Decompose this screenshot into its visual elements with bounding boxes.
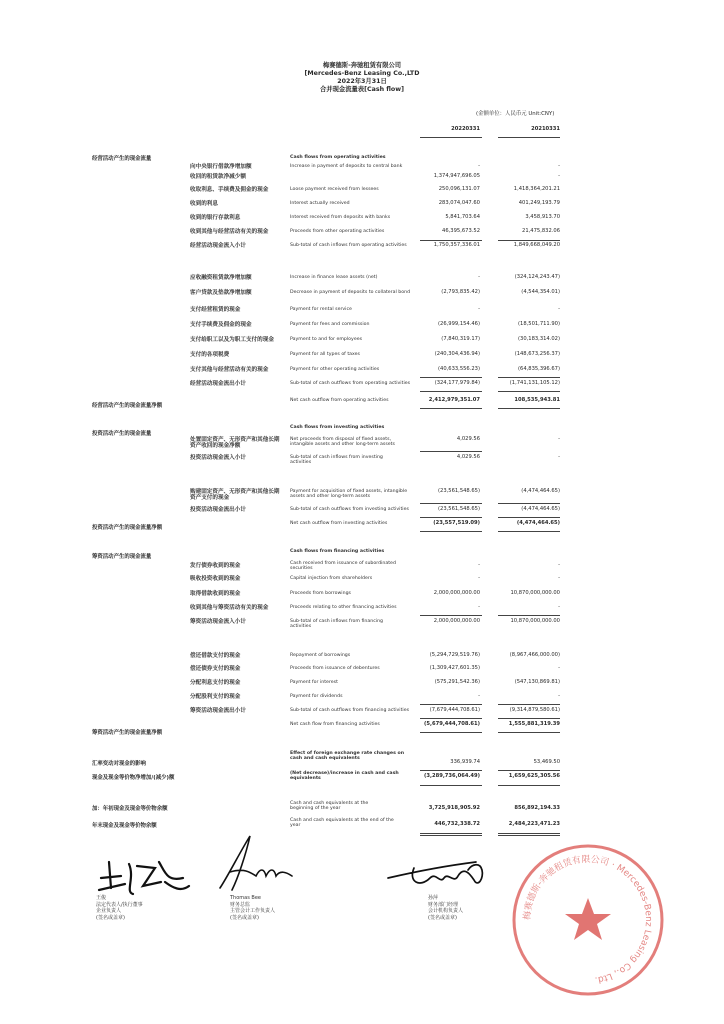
column-current: 20220331 bbox=[451, 126, 480, 132]
operating-net-prior: 108,535,943.81 bbox=[514, 397, 560, 403]
investing-inflow-en: Sub-total of cash inflows from investing activities bbox=[290, 455, 383, 466]
investing-inflow-prior: - bbox=[558, 454, 560, 460]
signature-cfo bbox=[210, 832, 300, 894]
investing-net-prior: (4,474,464.65) bbox=[516, 520, 560, 526]
investing-outflow-en: Sub-total of cash outflows from investing activities bbox=[290, 507, 409, 512]
operating-net-current: 2,412,979,351.07 bbox=[428, 397, 480, 403]
section-investing-cn: 投资活动产生的现金流量 bbox=[92, 431, 152, 437]
signature-block-1 bbox=[96, 895, 143, 921]
row-value-prior: - bbox=[558, 562, 560, 568]
row-value-current: - bbox=[478, 693, 480, 699]
row-value-prior: - bbox=[558, 604, 560, 610]
signature-legal-representative bbox=[95, 848, 195, 898]
row-label-cn: 收到其他与筹资活动有关的现金 bbox=[190, 605, 269, 611]
row-value-prior: (18,501,711.90) bbox=[518, 321, 560, 327]
row-value-prior: 21,475,832.06 bbox=[522, 228, 560, 234]
financing-net-current: (5,679,444,708.61) bbox=[424, 721, 480, 727]
section-operating-en: Cash flows from operating activities bbox=[290, 155, 386, 160]
financing-net-prior: 1,555,881,319.39 bbox=[508, 721, 560, 727]
section-financing-en: Cash flows from financing activities bbox=[290, 549, 385, 554]
net-change-en: (Net decrease)/increase in cash and cash equivalents bbox=[290, 771, 399, 782]
section-operating-cn: 经营活动产生的现金流量 bbox=[92, 156, 152, 162]
row-value-prior: 3,458,913.70 bbox=[525, 214, 560, 220]
row-value-current: 1,374,947,696.05 bbox=[433, 173, 480, 179]
signatory-title: 法定代表人/执行董事 bbox=[96, 901, 143, 908]
investing-outflow-prior: (4,474,464.65) bbox=[521, 506, 560, 512]
signatory-note: (签名或盖章) bbox=[96, 914, 125, 921]
row-label-en: Loose payment received from lessees bbox=[290, 187, 379, 192]
row-label-en: Payment for rental service bbox=[290, 307, 352, 312]
investing-outflow-current: (23,561,548.65) bbox=[438, 506, 480, 512]
row-value-current: - bbox=[478, 562, 480, 568]
row-value-prior: 401,249,193.79 bbox=[518, 200, 560, 206]
row-value-current: 250,096,131.07 bbox=[438, 186, 480, 192]
signatory-note: (签名或盖章) bbox=[428, 914, 457, 921]
row-value-current: (324,177,979.84) bbox=[434, 380, 480, 386]
row-value-current: 283,074,047.60 bbox=[438, 200, 480, 206]
signatory-role: 企业负责人 bbox=[96, 908, 122, 914]
signatory-title: 财务部门经理 bbox=[428, 901, 459, 908]
section-investing-en: Cash flows from investing activities bbox=[290, 425, 385, 430]
row-label-cn: 收回的租赁款净减少额 bbox=[190, 174, 246, 180]
row-value-prior: - bbox=[558, 665, 560, 671]
row-value-current: - bbox=[478, 575, 480, 581]
row-label-en: Payment for dividends bbox=[290, 694, 343, 699]
row-value-prior: 10,870,000,000.00 bbox=[510, 618, 560, 624]
row-label-cn: 经营活动现金流入小计 bbox=[190, 243, 246, 249]
signatory-role: 主管会计工作负责人 bbox=[230, 908, 276, 914]
row-label-cn: 筹资活动现金流出小计 bbox=[190, 708, 246, 714]
row-label-en: Interest received from deposits with banks bbox=[290, 215, 391, 220]
row-label-en: Proceeds relating to other financing activities bbox=[290, 605, 397, 610]
row-label-cn: 分配利息支付的现金 bbox=[190, 680, 241, 686]
row-label-en: Repayment of borrowings bbox=[290, 653, 351, 658]
row-value-prior: 10,870,000,000.00 bbox=[510, 590, 560, 596]
row-label-en: Sub-total of cash outflows from financing activities bbox=[290, 708, 410, 713]
opening-balance-prior: 856,892,194.33 bbox=[514, 805, 560, 811]
row-value-prior: (8,967,466,000.00) bbox=[509, 652, 560, 658]
signatory-note: (签名或盖章) bbox=[230, 914, 259, 921]
row-label-en: Payment to and for employees bbox=[290, 337, 363, 342]
disposal-label-en: Net proceeds from disposal of fixed assets, intangible assets and other long-term assets bbox=[290, 437, 395, 448]
row-value-prior: - bbox=[558, 173, 560, 179]
row-label-cn: 收到的利息 bbox=[190, 201, 218, 207]
row-value-current: (2,793,835.42) bbox=[441, 289, 480, 295]
row-label-en: Payment for interest bbox=[290, 680, 338, 685]
row-label-cn: 取得借款收到的现金 bbox=[190, 591, 241, 597]
financing-net-cn: 筹资活动产生的现金流量净额 bbox=[92, 730, 163, 736]
row-label-en: Increase in payment of deposits to central bank bbox=[290, 164, 403, 169]
section-financing-cn: 筹资活动产生的现金流量 bbox=[92, 554, 152, 560]
opening-balance-current: 3,725,918,905.92 bbox=[428, 805, 480, 811]
investing-net-current: (23,557,519.09) bbox=[433, 520, 480, 526]
row-label-en: Capital injection from shareholders bbox=[290, 576, 373, 581]
row-label-cn: 经营活动现金流出小计 bbox=[190, 381, 246, 387]
row-label-cn: 吸收投资收到的现金 bbox=[190, 576, 241, 582]
row-value-current: 46,395,673.52 bbox=[442, 228, 480, 234]
row-value-current: - bbox=[478, 604, 480, 610]
row-value-current: 5,841,703.64 bbox=[445, 214, 480, 220]
opening-balance-cn: 加：年初现金及现金等价物余额 bbox=[92, 806, 168, 812]
closing-balance-en: Cash and cash equivalents at the end of the year bbox=[290, 818, 394, 829]
row-value-current: (1,309,427,601.35) bbox=[429, 665, 480, 671]
row-value-prior: - bbox=[558, 693, 560, 699]
row-label-en: Sub-total of cash inflows from operating activities bbox=[290, 243, 407, 248]
row-value-current: 2,000,000,000.00 bbox=[433, 618, 480, 624]
closing-balance-cn: 年末现金及现金等价物余额 bbox=[92, 823, 157, 829]
investing-outflow-cn: 投资活动现金流出小计 bbox=[190, 507, 246, 513]
investing-net-cn: 投资活动产生的现金流量净额 bbox=[92, 525, 163, 531]
row-label-cn: 支付经营租赁的现金 bbox=[190, 307, 241, 313]
row-label-cn: 客户贷款及垫款净增加额 bbox=[190, 290, 252, 296]
net-change-current: (3,289,736,064.49) bbox=[424, 773, 480, 779]
row-label-cn: 偿还借款支付的现金 bbox=[190, 653, 241, 659]
purchase-label-cn: 购建固定资产、无形资产和其他长期资产支付的现金 bbox=[190, 489, 280, 502]
row-value-current: (575,291,542.36) bbox=[434, 679, 480, 685]
row-label-cn: 收到的银行存款利息 bbox=[190, 215, 241, 221]
row-value-prior: (547,130,869.81) bbox=[514, 679, 560, 685]
company-name-cn: 梅赛德斯-奔驰租赁有限公司 bbox=[322, 62, 402, 69]
closing-balance-current: 446,732,338.72 bbox=[434, 821, 480, 827]
disposal-current: 4,029.56 bbox=[456, 436, 480, 442]
row-value-prior: (148,673,256.37) bbox=[514, 351, 560, 357]
disposal-prior: - bbox=[558, 436, 560, 442]
row-label-cn: 向中央银行借款净增加额 bbox=[190, 164, 252, 170]
row-label-en: Proceeds from other operating activities bbox=[290, 229, 385, 234]
row-label-cn: 偿还债券支付的现金 bbox=[190, 666, 241, 672]
signature-block-2 bbox=[230, 895, 275, 921]
unit-note: (金额单位：人民币元 Unit:CNY) bbox=[476, 111, 555, 117]
column-prior: 20210331 bbox=[531, 126, 560, 132]
row-label-en: Payment for all types of taxes bbox=[290, 352, 360, 357]
row-value-prior: (30,183,314.02) bbox=[518, 336, 560, 342]
fx-effect-cn: 汇率变动对现金的影响 bbox=[92, 761, 146, 767]
investing-inflow-current: 4,029.56 bbox=[456, 454, 480, 460]
signatory-name: Thomas Bee bbox=[230, 895, 261, 901]
financing-net-en: Net cash flow from financing activities bbox=[290, 722, 380, 727]
signatory-title: 财务总监 bbox=[230, 901, 251, 908]
investing-net-en: Net cash outflow from investing activities bbox=[290, 521, 388, 526]
row-label-en: Proceeds from borrowings bbox=[290, 591, 351, 596]
operating-net-cn: 经营活动产生的现金流量净额 bbox=[92, 403, 163, 409]
row-label-en: Payment for fees and commission bbox=[290, 322, 370, 327]
fx-effect-prior: 53,469.50 bbox=[533, 759, 560, 765]
signatory-role: 会计机构负责人 bbox=[428, 908, 464, 914]
company-name-en: [Mercedes-Benz Leasing Co.,LTD bbox=[304, 70, 420, 77]
statement-date: 2022年3月31日 bbox=[337, 78, 387, 85]
row-label-en: Sub-total of cash inflows from financing activities bbox=[290, 619, 384, 630]
row-label-cn: 支付的各项税费 bbox=[190, 352, 230, 358]
row-label-cn: 支付其他与经营活动有关的现金 bbox=[190, 367, 269, 373]
row-value-prior: - bbox=[558, 306, 560, 312]
purchase-prior: (4,474,464.65) bbox=[521, 488, 560, 494]
row-label-cn: 收到其他与经营活动有关的现金 bbox=[190, 229, 269, 235]
row-value-current: (240,304,436.94) bbox=[434, 351, 480, 357]
disposal-label-cn: 处置固定资产、无形资产和其他长期资产收回的现金净额 bbox=[190, 437, 280, 450]
purchase-current: (23,561,548.65) bbox=[438, 488, 480, 494]
row-value-prior: (4,544,354.01) bbox=[521, 289, 560, 295]
signature-accounting-head bbox=[384, 848, 494, 896]
row-value-current: (7,679,444,708.61) bbox=[429, 707, 480, 713]
row-label-cn: 支付手续费及佣金的现金 bbox=[190, 322, 252, 328]
fx-effect-current: 336,939.74 bbox=[450, 759, 480, 765]
row-value-prior: (1,741,131,105.12) bbox=[509, 380, 560, 386]
net-change-prior: 1,659,625,305.56 bbox=[508, 773, 560, 779]
row-value-prior: (9,314,879,580.61) bbox=[509, 707, 560, 713]
signature-block-3 bbox=[428, 895, 463, 921]
closing-balance-prior: 2,484,223,471.23 bbox=[508, 821, 560, 827]
row-label-en: Sub-total of cash outflows from operating activities bbox=[290, 381, 411, 386]
row-label-en: Payment for other operating activities bbox=[290, 367, 380, 372]
row-value-current: (26,999,154.46) bbox=[438, 321, 480, 327]
row-label-cn: 收取利息、手续费及佣金的现金 bbox=[190, 187, 269, 193]
row-value-prior: (324,124,243.47) bbox=[514, 274, 560, 280]
row-value-current: 1,750,357,336.01 bbox=[433, 242, 480, 248]
row-label-cn: 应收融资租赁款净增加额 bbox=[190, 275, 252, 281]
row-value-prior: (64,835,396.67) bbox=[518, 366, 560, 372]
row-value-current: (40,633,556.23) bbox=[438, 366, 480, 372]
signatory-name: 孙萍 bbox=[428, 895, 439, 901]
investing-inflow-cn: 投资活动现金流入小计 bbox=[190, 455, 246, 461]
row-label-cn: 分配股利支付的现金 bbox=[190, 694, 241, 700]
operating-net-en: Net cash outflow from operating activities bbox=[290, 398, 389, 403]
row-label-en: Cash received from issuance of subordinated securities bbox=[290, 561, 396, 572]
row-value-prior: 1,418,364,201.21 bbox=[513, 186, 560, 192]
row-label-cn: 支付给职工以及为职工支付的现金 bbox=[190, 337, 274, 343]
row-label-en: Increase in finance lease assets (net) bbox=[290, 275, 378, 280]
statement-title: 合并现金流量表[Cash flow] bbox=[320, 86, 404, 93]
row-label-en: Interest actually received bbox=[290, 201, 350, 206]
row-label-en: Decrease in payment of deposits to collateral bond bbox=[290, 290, 411, 295]
row-value-current: (5,294,729,519.76) bbox=[429, 652, 480, 658]
net-change-cn: 现金及现金等价物净增加/(减少)额 bbox=[92, 775, 175, 781]
purchase-label-en: Payment for acquisition of fixed assets, intangible assets and other long-term assets bbox=[290, 489, 408, 500]
company-seal bbox=[508, 840, 668, 1000]
row-label-cn: 筹资活动现金流入小计 bbox=[190, 619, 246, 625]
row-label-cn: 发行债券收到的现金 bbox=[190, 563, 241, 569]
signatory-name: 王俊 bbox=[96, 895, 107, 901]
row-value-prior: - bbox=[558, 575, 560, 581]
row-value-current: (7,840,319.17) bbox=[441, 336, 480, 342]
row-value-current: 2,000,000,000.00 bbox=[433, 590, 480, 596]
row-value-current: - bbox=[478, 163, 480, 169]
row-value-current: - bbox=[478, 306, 480, 312]
row-value-current: - bbox=[478, 274, 480, 280]
row-label-en: Proceeds from issuance of debentures bbox=[290, 666, 380, 671]
opening-balance-en: Cash and cash equivalents at the beginning of the year bbox=[290, 801, 369, 812]
seal-text: 梅赛德斯-奔驰租赁有限公司 · Mercedes-Benz Leasing Co., Ltd. bbox=[522, 854, 654, 985]
row-value-prior: 1,849,668,049.20 bbox=[513, 242, 560, 248]
row-value-prior: - bbox=[558, 163, 560, 169]
fx-effect-en: Effect of foreign exchange rate changes on cash and cash equivalents bbox=[290, 751, 405, 762]
